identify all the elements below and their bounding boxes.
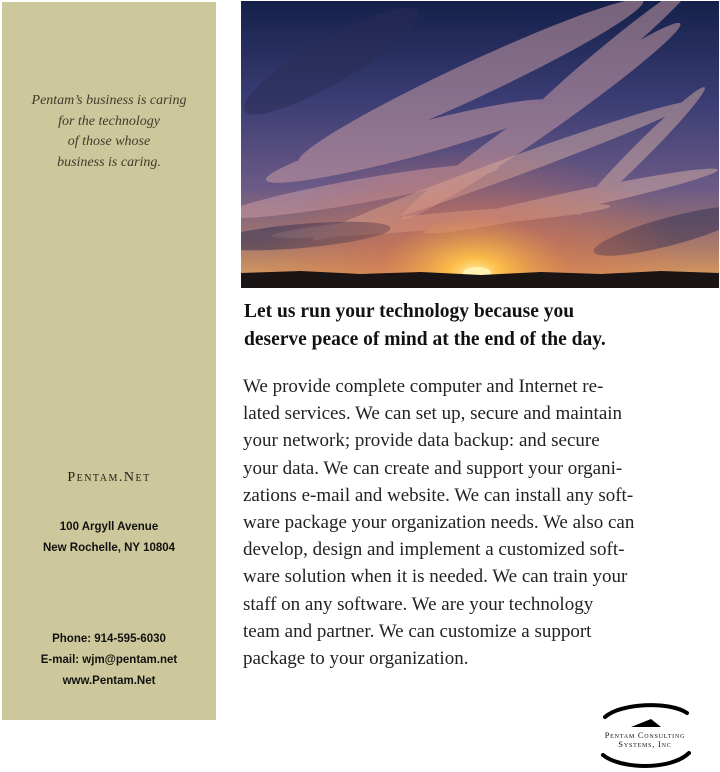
body-line: develop, design and implement a customized soft- (243, 539, 625, 561)
sidebar-panel (2, 2, 216, 720)
logo-line2: Systems, Inc (618, 740, 672, 749)
tagline-line: of those whose (67, 134, 151, 149)
company-name: Pentam.Net (67, 470, 151, 485)
logo-line1: Pentam Consulting (604, 731, 686, 740)
tagline-line: Pentam’s business is caring (31, 93, 187, 108)
headline-line: Let us run your technology because you (244, 301, 575, 322)
company-logo (595, 697, 695, 772)
headline (244, 298, 714, 354)
email-address: E-mail: wjm@pentam.net (40, 654, 178, 666)
address-city: New Rochelle, NY 10804 (42, 542, 176, 554)
headline-line: deserve peace of mind at the end of the day. (244, 329, 606, 350)
body-line: staff on any software. We are your technology (243, 593, 594, 615)
tagline (2, 91, 216, 173)
phone-number: Phone: 914-595-6030 (52, 633, 166, 645)
body-line: ware solution when it is needed. We can train your (243, 566, 628, 588)
body-line: ware package your organization needs. We also can (243, 512, 635, 534)
body-line: your data. We can create and support your organi- (243, 457, 623, 479)
services-description (243, 373, 719, 672)
body-line: zations e-mail and website. We can install any soft- (243, 484, 634, 506)
body-line: your network; provide data backup: and secure (243, 430, 600, 452)
body-line: We provide complete computer and Internet re- (243, 376, 604, 397)
address-block (2, 517, 216, 559)
website-link[interactable]: www.Pentam.Net (62, 675, 156, 687)
body-line: lated services. We can set up, secure and maintain (243, 403, 623, 425)
body-line: package to your organization. (243, 648, 469, 670)
tagline-line: for the technology (58, 113, 160, 129)
body-line: team and partner. We can customize a support (243, 620, 592, 642)
contact-block (2, 629, 216, 692)
address-street: 100 Argyll Avenue (59, 521, 159, 533)
tagline-line: business is caring. (57, 154, 161, 170)
logo-roof-icon (631, 719, 661, 727)
sunset-photo (241, 1, 719, 288)
